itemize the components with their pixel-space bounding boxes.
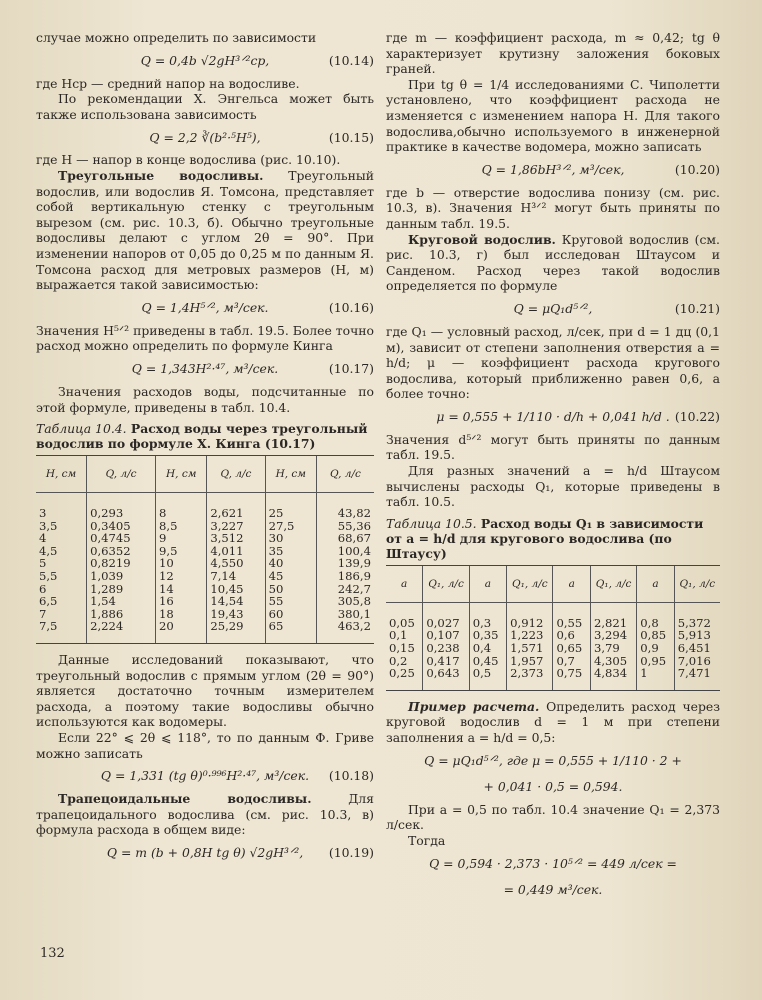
text-paragraph: где m — коэффициент расхода, m ≈ 0,42; tg θ характеризует крутизну заложения боковых граней. <box>386 30 720 77</box>
text-paragraph: По рекомендации Х. Энгельса может быть также использована зависимость <box>36 91 374 122</box>
table-cell: 6,451 <box>674 642 720 655</box>
formula: μ = 0,555 + 1/110 · d/h + 0,041 h/d . (10.22) <box>436 409 720 425</box>
text-paragraph: Значения расходов воды, подсчитанные по этой формуле, приведены в табл. 10.4. <box>36 383 374 415</box>
table-header-cell: H, см <box>265 456 316 493</box>
table-cell: 1,957 <box>507 655 553 668</box>
table-cell: 0,25 <box>386 667 423 690</box>
table-cell: 0,3405 <box>87 520 156 533</box>
table-cell: 9,5 <box>156 545 207 558</box>
table-cell: 3,294 <box>590 629 636 642</box>
formula: Q = μQ₁d⁵ᐟ², где μ = 0,555 + 1/110 · 2 + <box>424 752 682 768</box>
table-cell: 5,372 <box>674 602 720 629</box>
table-cell: 3 <box>39 506 47 521</box>
formula: Q = 1,86bH³ᐟ², м³/сек, (10.20) <box>481 161 720 177</box>
table-cell: 4,011 <box>207 545 265 558</box>
table-cell: 0,912 <box>507 602 553 629</box>
text-paragraph: Пример расчета. Определить расход через круговой водослив d = 1 м при степени заполнения a = h/d = 0,5: <box>386 698 720 745</box>
table-cell: 27,5 <box>265 520 316 533</box>
table-cell: 0,6 <box>553 629 590 642</box>
table-cell: 50 <box>265 583 316 596</box>
text-paragraph: При tg θ = 1/4 исследованиями С. Чиполетти установлено, что коэффициент расхода не изменяется с изменением напора H. Для такого водослива,обычно используемого в инженерной практике в качестве водомера, можно записать <box>386 76 720 155</box>
table-cell: 0,417 <box>423 655 469 668</box>
table-cell: 0,2 <box>389 653 408 668</box>
text-paragraph: случае можно определить по зависимости <box>36 30 317 45</box>
text-paragraph: При a = 0,5 по табл. 10.4 значение Q₁ = 2,373 л/сек. <box>386 801 720 833</box>
table-cell: 5,913 <box>674 629 720 642</box>
table-header-cell: Q, л/с <box>207 456 265 493</box>
table-cell: 0,95 <box>637 655 674 668</box>
table-cell: 1 <box>637 667 674 690</box>
left-column <box>36 30 374 868</box>
table-10-5 <box>386 565 720 691</box>
table-header-cell: Q, л/с <box>87 456 156 493</box>
table-cell: 40 <box>265 557 316 570</box>
table-cell: 0,107 <box>423 629 469 642</box>
table-cell: 68,67 <box>316 532 374 545</box>
table-row <box>36 557 374 570</box>
table-cell: 60 <box>265 608 316 621</box>
table-cell: 7,14 <box>207 570 265 583</box>
formula: Q = μQ₁d⁵ᐟ², (10.21) <box>513 301 720 317</box>
text-paragraph: Треугольные водосливы. Треугольный водослив, или водослив Я. Томсона, представляет собой вертикальную стенку с треугольным вырезом (см. рис. 10.3, б). Обычно треугольные водосливы делают с углом 2θ = 90°. При изменении напоров от 0,05 до 0,25 м по данным Я. Томсона расход для метровых размеров (H, м) выражается такой зависимостью: <box>36 167 374 293</box>
table-cell: 0,027 <box>423 602 469 629</box>
text-paragraph: где b — отверстие водослива понизу (см. рис. 10.3, в). Значения H³ᐟ² могут быть приняты по данным табл. 19.5. <box>386 184 720 231</box>
table-row <box>36 570 374 583</box>
table-cell: 25,29 <box>207 620 265 643</box>
table-header-cell: H, см <box>36 456 87 493</box>
text-paragraph: Для разных значений a = h/d Штаусом вычислены расходы Q₁, которые приведены в табл. 10.5. <box>386 463 720 510</box>
table-row <box>386 667 720 690</box>
table-cell: 4,834 <box>590 667 636 690</box>
table-row <box>36 545 374 558</box>
table-header-cell: H, см <box>156 456 207 493</box>
table-cell: 3,79 <box>590 642 636 655</box>
table-header-cell: Q₁, л/с <box>507 565 553 602</box>
table-cell: 0,8219 <box>87 557 156 570</box>
table-cell: 0,85 <box>637 629 674 642</box>
text-paragraph: где Hср — средний напор на водосливе. <box>36 75 300 91</box>
table-cell: 9 <box>156 532 207 545</box>
table-cell: 0,238 <box>423 642 469 655</box>
text-paragraph: где Q₁ — условный расход, л/сек, при d = 1 дц (0,1 м), зависит от степени заполнения отверстия a = h/d; μ — коэффициент расхода кругового водослива, который приближенно равен 0,6, а более точно: <box>386 323 720 402</box>
table-row <box>386 602 720 629</box>
table-header-cell: a <box>386 565 423 602</box>
table-row <box>36 595 374 608</box>
table-header-cell: a <box>553 565 590 602</box>
text-paragraph: Данные исследований показывают, что треугольный водослив с прямым углом (2θ = 90°) является достаточно точным измерителем расхода, а поэтому такие водосливы обычно используются как водомеры. <box>36 652 374 730</box>
table-cell: 4,305 <box>590 655 636 668</box>
table-cell: 16 <box>156 595 207 608</box>
table-cell: 8 <box>156 493 207 520</box>
table-cell: 7,471 <box>674 667 720 690</box>
table-row <box>36 493 374 520</box>
table-cell: 0,45 <box>469 655 506 668</box>
table-cell: 6,5 <box>39 594 58 609</box>
table-cell: 0,643 <box>423 667 469 690</box>
table-cell: 5 <box>39 556 47 571</box>
table-cell: 3,227 <box>207 520 265 533</box>
table-cell: 7,5 <box>36 620 87 643</box>
table-cell: 2,621 <box>207 493 265 520</box>
table-row <box>36 532 374 545</box>
table-cell: 100,4 <box>316 545 374 558</box>
table-cell: 3,512 <box>207 532 265 545</box>
formula: Q = 0,594 · 2,373 · 10⁵ᐟ² = 449 л/сек = <box>429 855 677 871</box>
table-cell: 55 <box>265 595 316 608</box>
formula: Q = 1,331 (tg θ)⁰·⁹⁹⁶H²·⁴⁷, м³/сек. (10.18) <box>100 768 374 784</box>
table-cell: 25 <box>265 493 316 520</box>
table-cell: 0,75 <box>553 667 590 690</box>
table-cell: 43,82 <box>316 493 374 520</box>
formula: = 0,449 м³/сек. <box>503 881 603 897</box>
table-10-4 <box>36 455 374 644</box>
table-cell: 7 <box>39 606 47 621</box>
text-paragraph: где H — напор в конце водослива (рис. 10.10). <box>36 152 341 168</box>
table-cell: 1,039 <box>87 570 156 583</box>
table-cell: 1,289 <box>87 583 156 596</box>
table-cell: 0,65 <box>553 642 590 655</box>
table-caption: Таблица 10.4. Расход воды через треугольный водослив по формуле Х. Кинга (10.17) <box>36 421 368 452</box>
table-cell: 1,886 <box>87 608 156 621</box>
table-cell: 1,571 <box>507 642 553 655</box>
table-cell: 0,5 <box>469 667 506 690</box>
table-caption: Таблица 10.5. Расход воды Q₁ в зависимости от a = h/d для кругового водослива (по Штаусу) <box>386 515 704 561</box>
table-cell: 20 <box>156 620 207 643</box>
table-cell: 19,43 <box>207 608 265 621</box>
table-cell: 10 <box>156 557 207 570</box>
table-row <box>36 520 374 533</box>
table-cell: 45 <box>265 570 316 583</box>
table-cell: 1,54 <box>87 595 156 608</box>
text-paragraph: Круговой водослив. Круговой водослив (см. рис. 10.3, г) был исследован Штаусом и Санденом. Расход через такой водослив определяется по формуле <box>386 231 720 294</box>
table-cell: 18 <box>156 608 207 621</box>
text-paragraph: Если 22° ⩽ 2θ ⩽ 118°, то по данным Ф. Гриве можно записать <box>36 730 374 761</box>
table-cell: 0,6352 <box>87 545 156 558</box>
table-cell: 12 <box>156 570 207 583</box>
table-cell: 0,05 <box>389 615 415 630</box>
table-cell: 0,55 <box>553 602 590 629</box>
table-header-cell: Q, л/с <box>316 456 374 493</box>
table-cell: 8,5 <box>156 520 207 533</box>
table-header-cell: Q₁, л/с <box>423 565 469 602</box>
table-cell: 4,550 <box>207 557 265 570</box>
table-cell: 35 <box>265 545 316 558</box>
table-cell: 0,7 <box>553 655 590 668</box>
formula: Q = 1,4H⁵ᐟ², м³/сек. (10.16) <box>141 299 374 315</box>
table-cell: 10,45 <box>207 583 265 596</box>
text-paragraph: Тогда <box>408 832 446 848</box>
text-paragraph: Значения H⁵ᐟ² приведены в табл. 19.5. Более точно расход можно определить по формуле Кинга <box>36 322 374 354</box>
text-paragraph: Трапецоидальные водосливы. Для трапецоидального водослива (см. рис. 10.3, в) формула расхода в общем виде: <box>36 791 374 838</box>
table-cell: 0,15 <box>389 641 415 656</box>
table-cell: 3,5 <box>39 518 58 533</box>
table-cell: 65 <box>265 620 316 643</box>
table-cell: 14,54 <box>207 595 265 608</box>
right-column <box>386 30 720 904</box>
table-cell: 1,223 <box>507 629 553 642</box>
table-cell: 2,224 <box>87 620 156 643</box>
table-cell: 139,9 <box>316 557 374 570</box>
table-row <box>36 620 374 643</box>
table-cell: 463,2 <box>316 620 374 643</box>
table-row <box>36 583 374 596</box>
table-cell: 380,1 <box>316 608 374 621</box>
table-cell: 0,35 <box>469 629 506 642</box>
table-row <box>386 642 720 655</box>
table-cell: 2,821 <box>590 602 636 629</box>
formula: Q = m (b + 0,8H tg θ) √2gH³ᐟ², (10.19) <box>106 845 374 861</box>
table-cell: 5,5 <box>39 569 58 584</box>
table-cell: 305,8 <box>316 595 374 608</box>
table-header-cell: a <box>637 565 674 602</box>
table-header-cell: Q₁, л/с <box>674 565 720 602</box>
table-cell: 4,5 <box>39 543 58 558</box>
table-cell: 7,016 <box>674 655 720 668</box>
table-cell: 186,9 <box>316 570 374 583</box>
table-cell: 6 <box>39 581 47 596</box>
page-number: 132 <box>40 946 65 961</box>
table-cell: 30 <box>265 532 316 545</box>
table-cell: 4 <box>39 531 47 546</box>
table-cell: 0,9 <box>637 642 674 655</box>
table-cell: 0,8 <box>637 602 674 629</box>
table-cell: 55,36 <box>316 520 374 533</box>
table-row <box>36 608 374 621</box>
formula: Q = 2,2 ∛(b²·⁵H⁵), (10.15) <box>149 129 374 145</box>
table-cell: 0,3 <box>469 602 506 629</box>
formula: + 0,041 · 0,5 = 0,594. <box>483 778 623 794</box>
table-header-cell: Q₁, л/с <box>590 565 636 602</box>
formula: Q = 1,343H²·⁴⁷, м³/сек. (10.17) <box>131 361 374 377</box>
table-cell: 0,293 <box>87 493 156 520</box>
table-cell: 0,1 <box>389 628 408 643</box>
table-cell: 242,7 <box>316 583 374 596</box>
table-header-cell: a <box>469 565 506 602</box>
table-cell: 0,4 <box>469 642 506 655</box>
formula: Q = 0,4b √2gH³ᐟ²ср, (10.14) <box>140 52 374 68</box>
text-paragraph: Значения d⁵ᐟ² могут быть приняты по данным табл. 19.5. <box>386 431 720 463</box>
table-cell: 0,4745 <box>87 532 156 545</box>
table-cell: 2,373 <box>507 667 553 690</box>
table-cell: 14 <box>156 583 207 596</box>
